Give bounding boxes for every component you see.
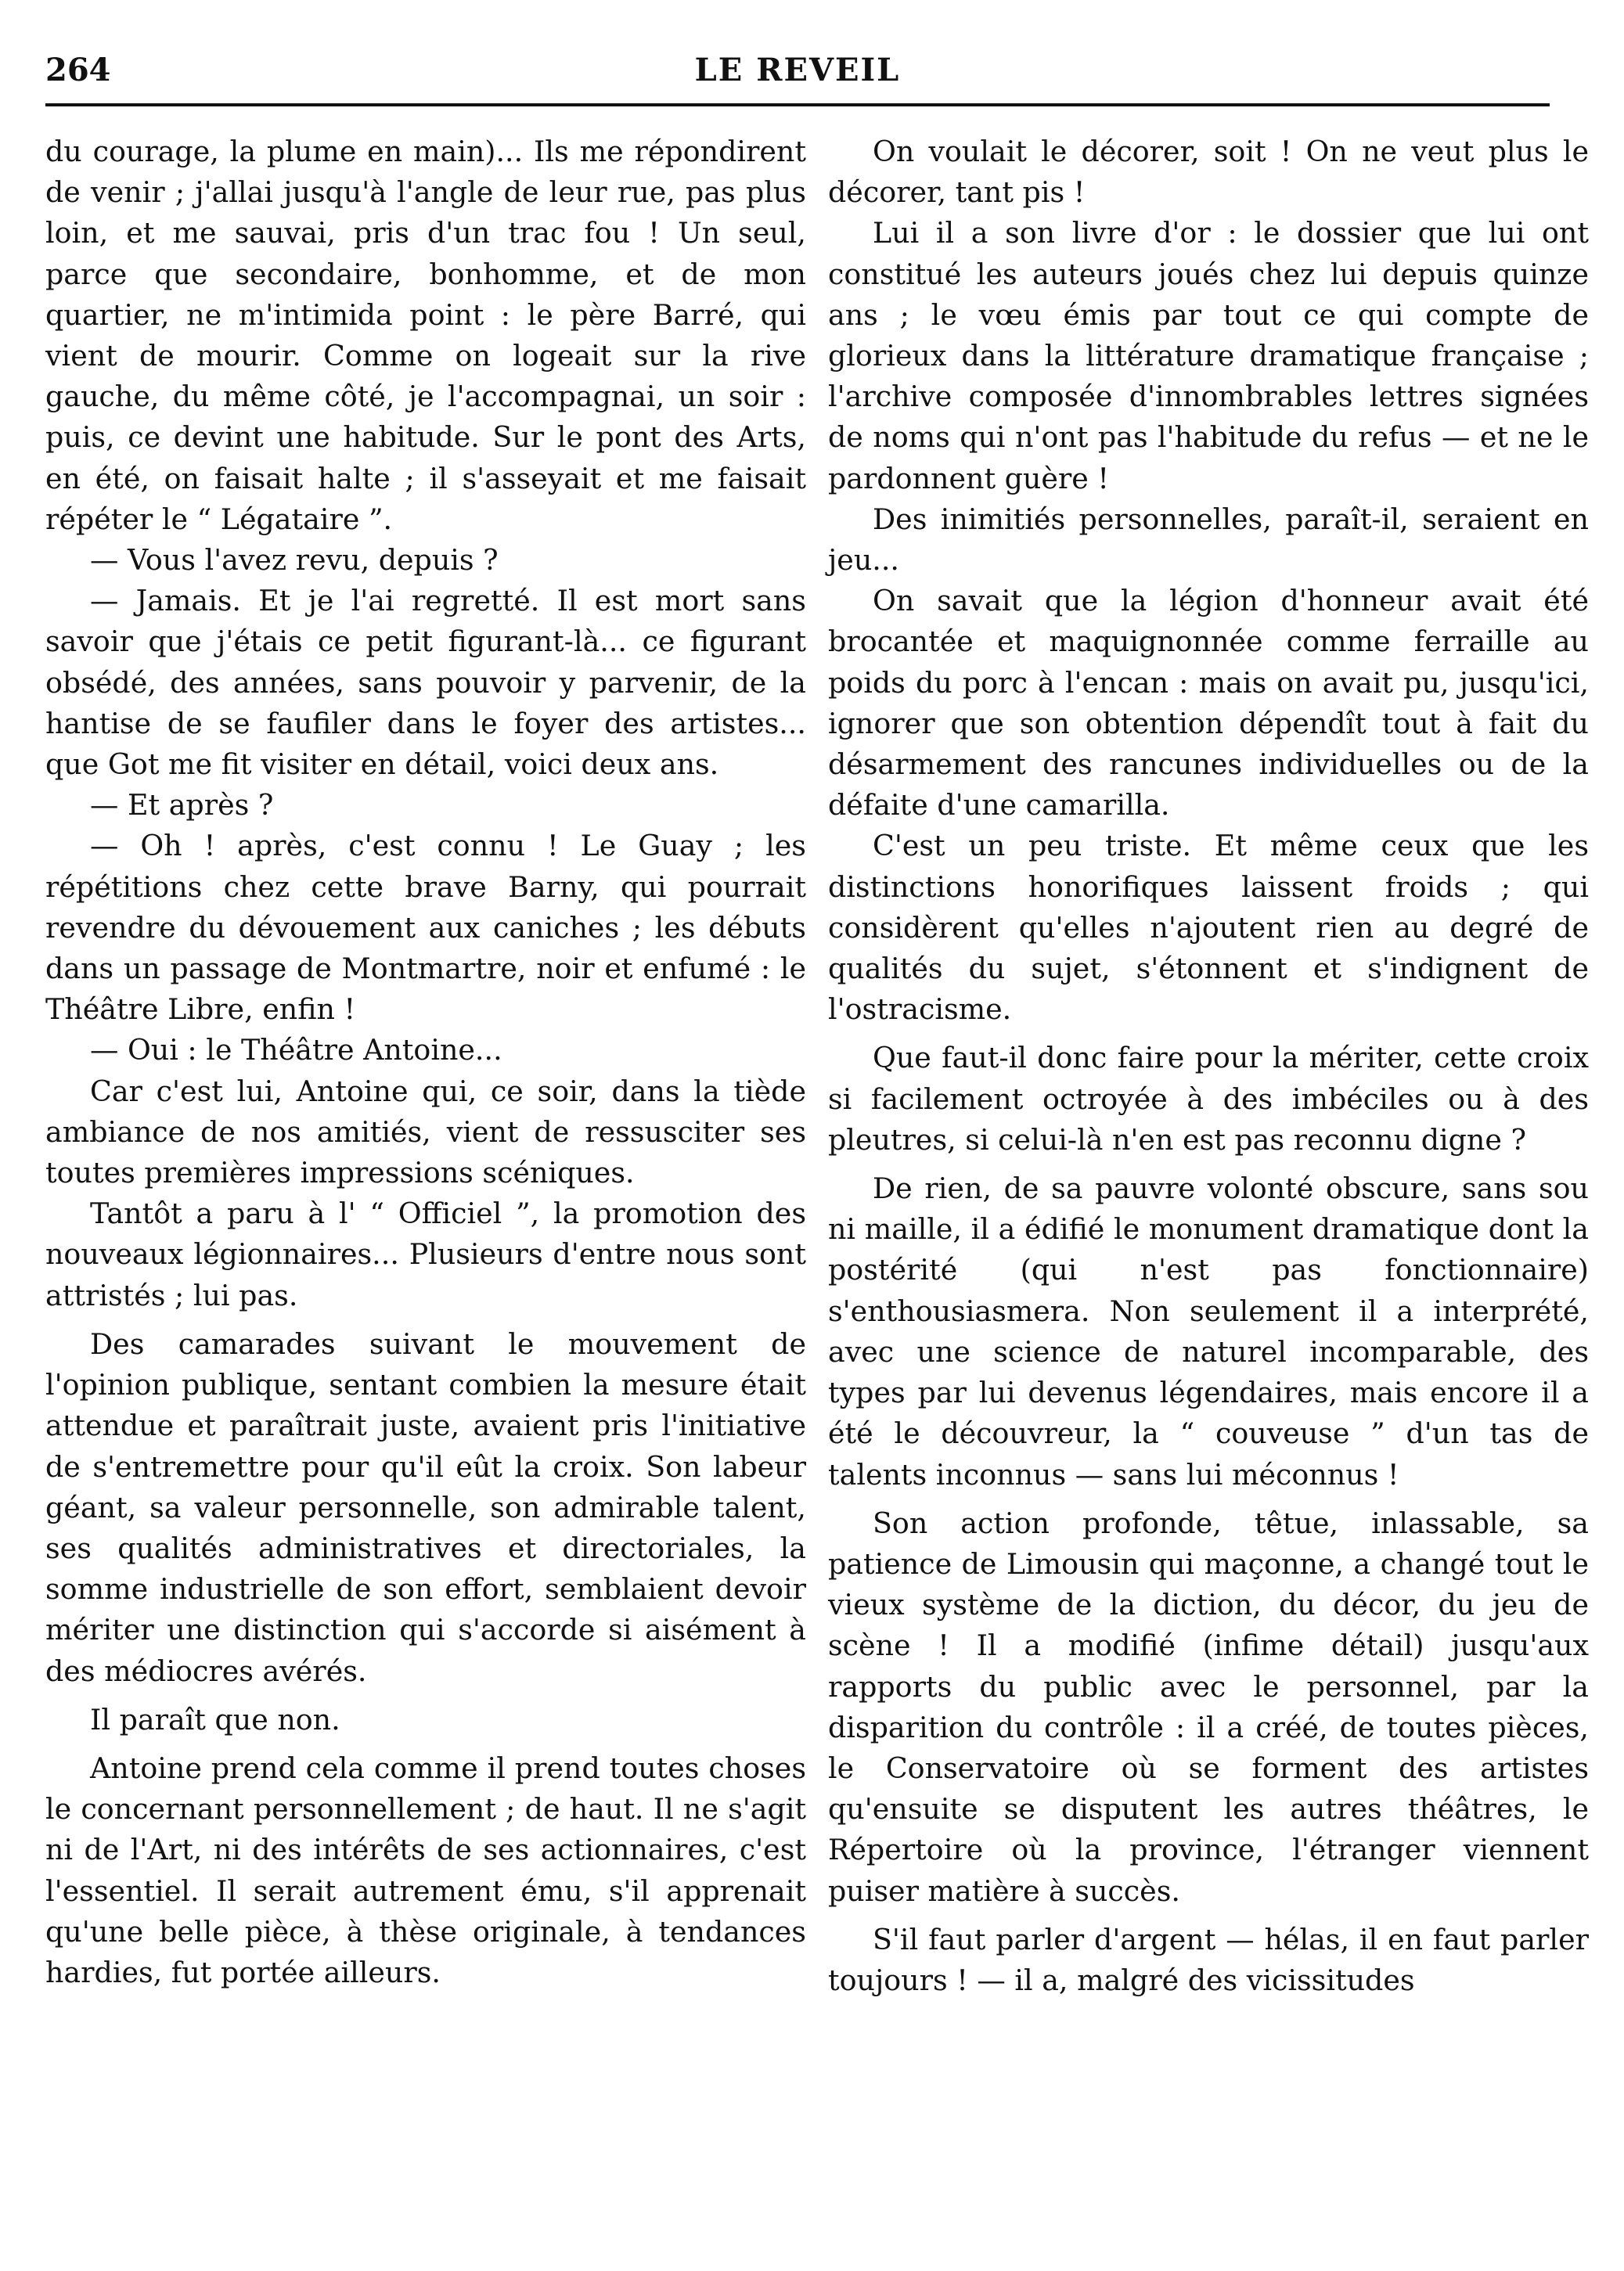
paragraph: — Vous l'avez revu, depuis ? bbox=[90, 543, 499, 578]
paragraph: Son action profonde, têtue, inlassable, sa patience de Limousin qui maçonne, a changé tout le vieux système de la diction, du décor, du jeu de scène ! Il a modifié (infime détail) jusqu'aux rapports du public avec le personnel, par la disparition du contrôle : il a créé, de toutes pièces, le Conservatoire où se forment des artistes qu'ensuite se disputent les autres théâtres, le Répertoire où la province, l'étranger viennent puiser matière à succès. bbox=[828, 1506, 1589, 1908]
paragraph: S'il faut parler d'argent — hélas, il en faut parler toujours ! — il a, malgré des vicissitudes bbox=[828, 1922, 1589, 1997]
paragraph: Lui il a son livre d'or : le dossier que lui ont constitué les auteurs joués chez lui depuis quinze ans ; le vœu émis par tout ce qui compte de glorieux dans la littérature dramatique française ; l'archive composée d'innombrables lettres signées de noms qui n'ont pas l'habitude du refus — et ne le pardonnent guère ! bbox=[828, 216, 1589, 495]
paragraph: De rien, de sa pauvre volonté obscure, sans sou ni maille, il a édifié le monument dramatique dont la postérité (qui n'est pas fonctionnaire) s'enthousiasmera. Non seulement il a interprété, avec une science de naturel incomparable, des types par lui devenus légendaires, mais encore il a été le découvreur, la “ couveuse ” d'un tas de talents inconnus — sans lui méconnus ! bbox=[828, 1171, 1589, 1492]
running-title: LE REVEIL bbox=[694, 52, 901, 88]
paragraph: Antoine prend cela comme il prend toutes choses le concernant personnellement ; de haut. Il ne s'agit ni de l'Art, ni des intérêts de ses actionnaires, c'est l'essentiel. Il serait autrement ému, s'il apprenait qu'une belle pièce, à thèse originale, à tendances hardies, fut portée ailleurs. bbox=[45, 1751, 806, 1989]
left-column bbox=[45, 131, 806, 1993]
page-number: 264 bbox=[45, 52, 111, 88]
paragraph: — Jamais. Et je l'ai regretté. Il est mort sans savoir que j'étais ce petit figurant-là... ce figurant obsédé, des années, sans pouvoir y parvenir, de la hantise de se faufiler dans le foyer des artistes... que Got me fit visiter en détail, voici deux ans. bbox=[45, 584, 806, 782]
paragraph: C'est un peu triste. Et même ceux que les distinctions honorifiques laissent froids ; qui considèrent qu'elles n'ajoutent rien au degré de qualités du sujet, s'étonnent et s'indignent de l'ostracisme. bbox=[828, 829, 1589, 1027]
right-column bbox=[828, 131, 1589, 2001]
paragraph: Car c'est lui, Antoine qui, ce soir, dans la tiède ambiance de nos amitiés, vient de ressusciter ses toutes premières impressions scéniques. bbox=[45, 1074, 806, 1190]
paragraph: Il paraît que non. bbox=[90, 1702, 340, 1737]
paragraph: Que faut-il donc faire pour la mériter, cette croix si facilement octroyée à des imbéciles ou à des pleutres, si celui-là n'en est pas reconnu digne ? bbox=[828, 1041, 1589, 1157]
paragraph: Des inimitiés personnelles, paraît-il, seraient en jeu... bbox=[828, 502, 1589, 578]
paragraph: Des camarades suivant le mouvement de l'opinion publique, sentant combien la mesure était attendue et paraîtrait juste, avaient pris l'initiative de s'entremettre pour qu'il eût la croix. Son labeur géant, sa valeur personnelle, son admirable talent, ses qualités administratives et directoriales, la somme industrielle de son effort, semblaient devoir mériter une distinction qui s'accorde si aisément à des médiocres avérés. bbox=[45, 1326, 806, 1688]
paragraph: — Oui : le Théâtre Antoine... bbox=[90, 1033, 502, 1067]
paragraph: — Et après ? bbox=[90, 788, 274, 822]
page-header bbox=[45, 49, 1550, 106]
paragraph: — Oh ! après, c'est connu ! Le Guay ; les répétitions chez cette brave Barny, qui pourrait revendre du dévouement aux caniches ; les débuts dans un passage de Montmartre, noir et enfumé : le Théâtre Libre, enfin ! bbox=[45, 829, 806, 1027]
paragraph: On voulait le décorer, soit ! On ne veut plus le décorer, tant pis ! bbox=[828, 135, 1589, 210]
paragraph: du courage, la plume en main)... Ils me répondirent de venir ; j'allai jusqu'à l'angle de leur rue, pas plus loin, et me sauvai, pris d'un trac fou ! Un seul, parce que secondaire, bonhomme, et de mon quartier, ne m'intimida point : le père Barré, qui vient de mourir. Comme on logeait sur la rive gauche, du même côté, je l'accompagnai, un soir : puis, ce devint une habitude. Sur le pont des Arts, en été, on faisait halte ; il s'asseyait et me faisait répéter le “ Légataire ”. bbox=[45, 135, 806, 536]
paragraph: Tantôt a paru à l' “ Officiel ”, la promotion des nouveaux légionnaires... Plusieurs d'entre nous sont attristés ; lui pas. bbox=[45, 1197, 806, 1312]
paragraph: On savait que la légion d'honneur avait été brocantée et maquignonnée comme ferraille au poids du porc à l'encan : mais on avait pu, jusqu'ici, ignorer que son obtention dépendît tout à fait du désarmement des rancunes individuelles ou de la défaite d'une camarilla. bbox=[828, 584, 1589, 822]
